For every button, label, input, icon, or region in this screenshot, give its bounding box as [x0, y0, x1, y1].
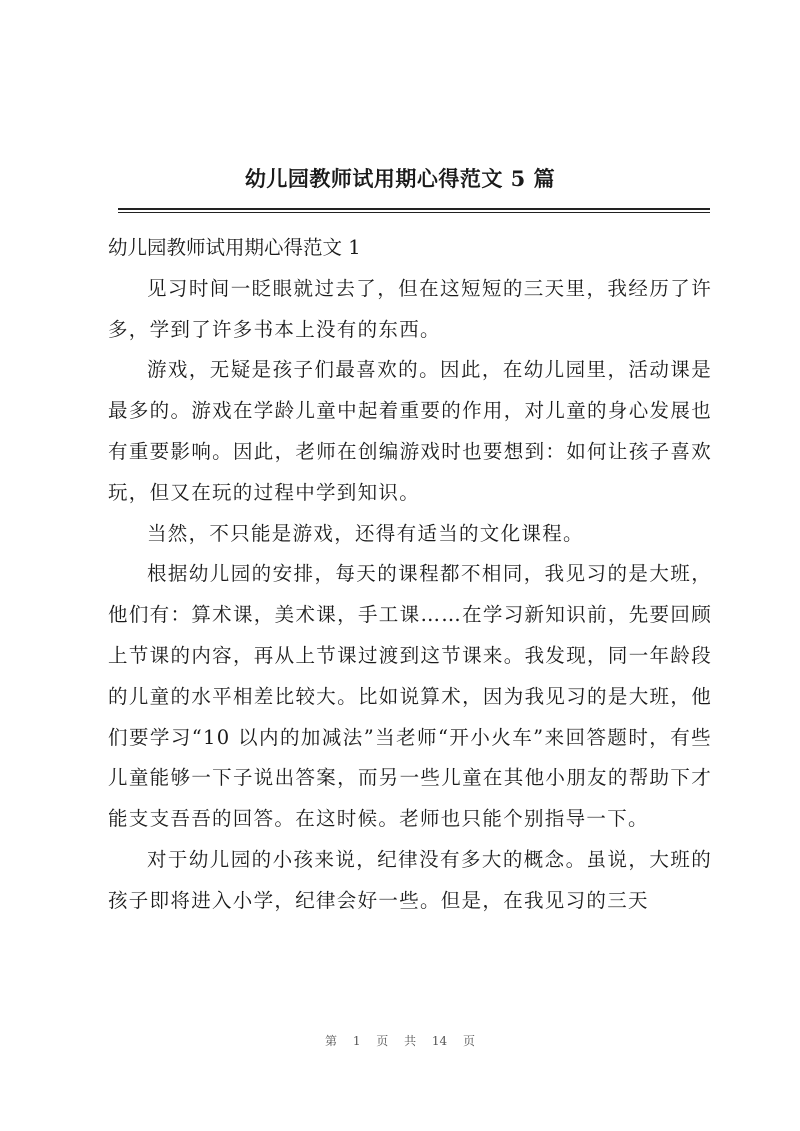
- page-footer: 第 1 页 共 14 页: [325, 1034, 475, 1048]
- document-title: 幼儿园教师试用期心得范文 5 篇: [244, 166, 556, 191]
- paragraph-1: 见习时间一眨眼就过去了，但在这短短的三天里，我经历了许多，学到了许多书本上没有的东西。: [108, 276, 712, 341]
- paragraph-2: 游戏，无疑是孩子们最喜欢的。因此，在幼儿园里，活动课是最多的。游戏在学龄儿童中起着重要的作用，对儿童的身心发展也有重要影响。因此，老师在创编游戏时也要想到：如何让孩子喜欢玩，但又在玩的过程中学到知识。: [108, 358, 712, 504]
- title-divider: [118, 208, 710, 213]
- paragraph-3: 当然，不只能是游戏，还得有适当的文化课程。: [147, 521, 584, 545]
- document-body: [108, 228, 712, 922]
- paragraph-5: 对于幼儿园的小孩来说，纪律没有多大的概念。虽说，大班的孩子即将进入小学，纪律会好一些。但是，在我见习的三天: [108, 847, 712, 912]
- paragraph-4: 根据幼儿园的安排，每天的课程都不相同，我见习的是大班，他们有：算术课，美术课，手工课……在学习新知识前，先要回顾上节课的内容，再从上节课过渡到这节课来。我发现，同一年龄段的儿童的水平相差比较大。比如说算术，因为我见习的是大班，他们要学习“10 以内的加减法”当老师“开小火车”来回答题时，有些儿童能够一下子说出答案，而另一些儿童在其他小朋友的帮助下才能支支吾吾的回答。在这时候。老师也只能个别指导一下。: [108, 562, 712, 831]
- section-heading: 幼儿园教师试用期心得范文 1: [108, 236, 361, 259]
